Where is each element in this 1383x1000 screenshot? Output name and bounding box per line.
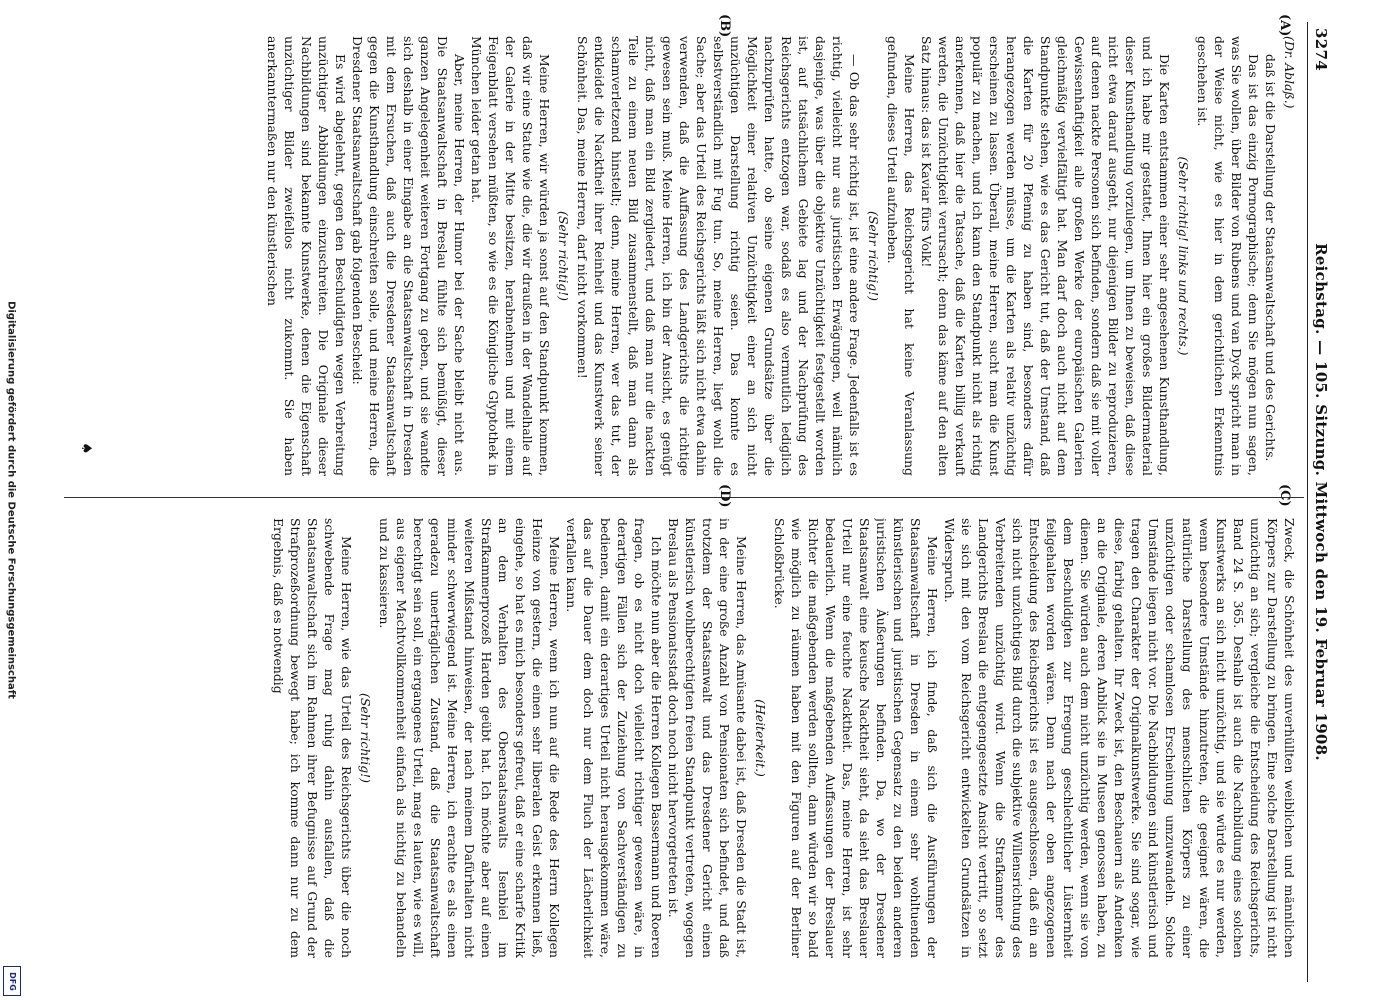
speaker-label: (Dr. Ablaß.) (1282, 36, 1297, 109)
paragraph: Zweck, die Schönheit des unverhüllten weiblichen und männlichen Körpers zur Darstellung zu bringen. Eine solche Darstellung ist nicht unzüchtig an sich; vergleiche die Entscheidung des Reichsgerichts, Band 24 S. 365. Deshalb ist auch die Nachbildung eines solchen Kunstwerks an sich nicht unzüchtig, und sie würde es nur werden, wenn besondere Umstände hinzutreten, die geeignet wären, die natürliche Darstellung des menschlichen Körpers zu einer unzüchtigen oder schamlosen Erscheinung umzuwandeln. Solche Umstände liegen nicht vor. Die Nachbildungen sind künstlerisch und tragen den Charakter der Originalkunstwerke. Sie sind sogar, wie diese, farbig gehalten. Ihr Zweck ist, den Beschauern als Andenken an die Originale, deren Anblick sie in Museen genossen haben, zu dienen. Sie würden auch dem nicht unzüchtig werden, wenn sie von dem Beschuldigten zur Erregung geschlechtlicher Lüsternheit feilgehalten worden wären. Denn nach der oben angezogenen Entscheidung des Reichsgerichts ist es ausgeschlossen, daß ein an sich nicht unzüchtiges Bild durch die subjektive Willensrichtung des Verbreitenden unzüchtig wird. Wenn die Strafkammer des Landgerichts Breslau die entgegengesetzte Ansicht vertritt, so setzt sie sich mit den vom Reichsgericht entwickelten Grundsätzen in Widerspruch. (942, 518, 1297, 958)
margin-marker-c: (C) (1277, 484, 1292, 507)
interjection: (Sehr richtig!) (358, 693, 373, 783)
column-divider (64, 497, 1304, 498)
margin-marker-b: (B) (717, 14, 732, 38)
digitization-notice: Digitalisierung gefördert durch die Deutsche Forschungsgemeinschaft (5, 301, 17, 699)
paragraph: Das ist das einzig Pornographische; denn Sie mögen nun sagen, was Sie wollen, über Bilder von Rubens und van Dyck spricht man in der Weise nicht, wie es hier in dem gerichtlichen Erkenntnis geschehen ist. (1195, 36, 1261, 476)
interjection: (Sehr richtig!) (866, 211, 881, 301)
paragraph: Meine Herren, das Amüsante dabei ist, daß Dresden die Stadt ist, in der eine große Anzahl von Pensionaten sich befindet, und daß trotzdem der Staatsanwalt und das Dresdener Gericht einen künstlerisch wohlberechtigten freien Standpunkt vertreten, wogegen Breslau als Pensionatsstadt doch noch nicht hervorgetreten ist. (666, 518, 749, 958)
interjection: (Sehr richtig!) (556, 211, 571, 301)
margin-marker-d: (D) (717, 484, 732, 508)
margin-marker-a: (A) (1277, 14, 1292, 37)
paragraph: Meine Herren, ich finde, daß sich die Ausführungen der Staatsanwaltschaft in Dresden in einem sehr wohltuenden künstlerischen und juristischen Gegensatz zu den beiden anderen juristischen Äußerungen befinden. Da, wo der Dresdener Staatsanwalt eine keusche Nacktheit sieht, da sieht das Breslauer Urteil nur eine feuchte Nacktheit. Das, meine Herren, ist sehr bedauerlich. Wenn die maßgebenden Auffassungen der Breslauer Richter die maßgebenden werden sollten, dann würden wir so bald wie möglich zu räumen haben mit den Figuren auf der Berliner Schloßbrücke. (772, 518, 940, 958)
paragraph: Meine Herren, wie das Urteil des Reichsgerichts über die noch schwebende Frage mag ruhig dahin ausfallen, daß die Staatsanwaltschaft sich im Rahmen ihrer Befugnisse auf Grund der Strafprozeßordnung bewegt habe; ich komme dann nur zu dem Ergebnis, daß es notwendig (271, 518, 354, 958)
page-header (1307, 22, 1332, 982)
paragraph: — Ob das sehr richtig ist, ist eine andere Frage. Jedenfalls ist es richtig, vielleicht nur aus juristischen Erwägungen, weil nämlich dasjenige, was über die objektive Unzüchtigkeit festgestellt worden ist, auf tatsächlichem Gebiete lag und der Nachprüfung des Reichsgerichts entzogen war, sodaß es also vermutlich lediglich nachzuprüfen hatte, ob seine eigenen Grundsätze über die Möglichkeit einer relativen Unzüchtigkeit einer an sich nicht unzüchtigen Darstellung richtig seien. Das konnte es selbstverständlich mit Fug tun. So, meine Herren, liegt wohl die Sache; aber das Urteil des Reichsgerichts läßt sich nicht etwa dahin verwenden, daß die Auffassung des Landgerichts die richtige gewesen sein muß. Meine Herren, ich bin der Ansicht, es genügt nicht, daß man ein Bild zergliedert, und daß man nur die nackten Teile zu einem neuen Bild zusammenstellt, daß man dann als schamverletzend hinstellt; denn, meine Herren, wer das tut, der entkleidet die Nacktheit ihrer Reinheit und das Kunstwerk seiner Schönheit. Das, meine Herren, darf nicht vorkommen! (575, 36, 862, 476)
interjection: (Heiterkeit.) (753, 699, 768, 777)
left-column (73, 36, 1298, 476)
scanned-page (62, 14, 1332, 982)
paragraph: Aber, meine Herren, der Humor bei der Sache bleibt nicht aus. Die Staatsanwaltschaft in Breslau fühlte sich bemüßigt, dieser ganzen Angelegenheit weiteren Fortgang zu geben, und sie wandte sich deshalb in einer Eingabe an die Staatsanwaltschaft in Dresden mit dem Ersuchen, daß auch die Dresdener Staatsanwaltschaft gegen die Kunsthandlung einschreiten solle, und meine Herren, die Dresdener Staatsanwaltschaft gab folgenden Bescheid: (350, 36, 467, 476)
digitization-side-strip (0, 0, 22, 1000)
paragraph: Meine Herren, wenn ich nun auf die Rede des Herrn Kollegen Heinze von gestern, die einen sehr liberalen Geist erkennen ließ, eingehe, so hat es mich besonders gefreut, daß er eine scharfe Kritik an dem Verhalten des Oberstaatsanwalts Isenbiel im Strafkammerprozeß Harden geübt hat. Ich möchte aber auf einen weiteren Mißstand hinweisen, der nach meinem Dafürhalten nicht minder schwerwiegend ist. Meine Herren, ich erachte es als einen geradezu unerträglichen Zustand, daß die Staatsanwaltschaft berechtigt sein soll, ein ergangenes Urteil, mag es lauten, wie es will, aus eigener Machtvollkommenheit einfach als nichtig zu behandeln und zu kassieren. (377, 518, 562, 958)
paragraph: Die Karten entstammen einer sehr angesehenen Kunsthandlung, und ich habe mir gestattet, Ihnen hier ein großes Bildermaterial dieser Kunsthandlung vorzulegen, um Ihnen zu beweisen, daß diese nicht etwa darauf ausgeht, nur diejenigen Bilder zu reproduzieren, auf denen nackte Personen sich befinden, sondern daß sie mit voller Gewissenhaftigkeit alle großen Werke der europäischen Galerien gleichmäßig vervielfältigt hat. Man darf doch auch nicht auf dem Standpunkte stehen, wie es das Gericht tut, daß der Umstand, daß die Karten für 20 Pfennig zu haben sind, besonders dafür herangezogen werden müsse, um die Karten als relativ unzüchtig erscheinen zu lassen. Überall, meine Herren, sucht man die Kunst populär zu machen, und ich kann den Standpunkt nicht als richtig anerkennen, daß hier die Tatsache, daß die Karten billig verkauft werden, die Unzüchtigkeit verursacht; denn das käme auf den alten Satz hinaus: das ist Kaviar fürs Volk! (919, 36, 1172, 476)
paragraph: Es wird abgelehnt, gegen den Beschuldigten wegen Verbreitung unzüchtiger Abbildungen einzuschreiten. Die Originale dieser Nachbildungen sind bekannte Kunstwerke, denen die Eigenschaft unzüchtiger Bilder zweifellos nicht zukommt. Sie haben anerkanntermaßen nur den künstlerischen (265, 36, 348, 476)
paragraph: Meine Herren, wir würden ja sonst auf den Standpunkt kommen, daß wir eine Statue wie die, die wir draußen in der Wandelhalle auf der Galerie in der Mitte besitzen, herabnehmen und mit einem Feigenblatt versehen müßten, so wie es die Königliche Glyptothek in München leider getan hat. (469, 36, 552, 476)
paragraph: daß ist die Darstellung der Staatsanwaltschaft und des Gerichts. (1263, 54, 1278, 462)
right-column (73, 518, 1298, 958)
page-number: 3274 (1312, 28, 1330, 71)
paragraph: Meine Herren, das Reichsgericht hat keine Veranlassung gefunden, dieses Urteil aufzuheben. (885, 36, 917, 476)
page-title: Reichstag. — 105. Sitzung. Mittwoch den 19. Februar 1908. (1312, 243, 1330, 761)
dfg-logo-text: DFG (7, 971, 17, 991)
dfg-logo (3, 966, 21, 996)
interjection: (Sehr richtig! links und rechts.) (1176, 156, 1191, 356)
paragraph: Ich möchte nun aber die Herren Kollegen Bassermann und Roeren fragen, ob es nicht doch vielleicht richtiger gewesen wäre, in derartigen Fällen sich der Zuziehung von Sachverständigen zu bedienen, damit ein derartiges Urteil nicht herausgekommen wäre, das auf die Dauer dem doch nur dem Fluch der Lächerlichkeit verfallen kann. (564, 518, 664, 958)
footer-mark: ♠ (78, 442, 94, 455)
